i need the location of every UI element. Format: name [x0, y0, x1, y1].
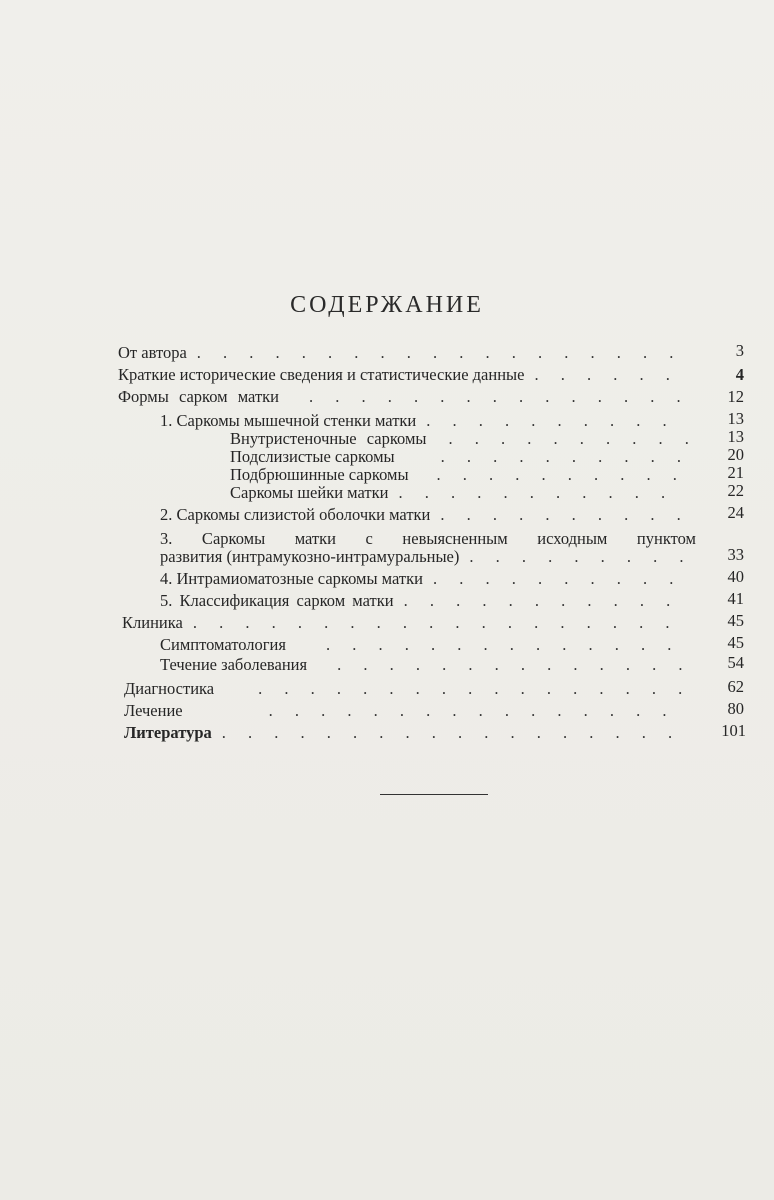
toc-page-number: 101 [721, 721, 746, 740]
toc-entry-diagnostics [124, 678, 696, 700]
toc-page-number: 24 [727, 503, 744, 522]
leader-dots [309, 386, 688, 408]
toc-entry-label: От автора [118, 343, 187, 362]
toc-entry-label: 4. Интрамиоматозные саркомы матки [160, 569, 423, 588]
toc-entry-label: 1. Саркомы мышечной стенки матки [160, 411, 417, 430]
toc-entry-label: Симптоматология [160, 635, 286, 654]
toc-entry-label: Подбрюшинные саркомы [230, 465, 409, 484]
toc-entry-label: Формы сарком матки [118, 387, 279, 406]
toc-entry-classification [160, 590, 696, 612]
toc-entry-course [160, 654, 696, 676]
toc-entry-unclear-origin-line1: 3. Саркомы матки с невыясненным исходным пунктом [160, 529, 696, 548]
leader-dots [326, 634, 688, 656]
toc-page-number: 22 [727, 481, 744, 500]
closing-rule [380, 794, 488, 795]
leader-dots [337, 654, 688, 676]
toc-page-number: 62 [727, 677, 744, 696]
toc-entry-label: Клиника [122, 613, 183, 632]
toc-page-number: 20 [727, 445, 744, 464]
leader-dots [193, 612, 688, 634]
toc-entry-label: Краткие исторические сведения и статистические данные [118, 365, 525, 384]
toc-page-number: 40 [727, 567, 744, 586]
toc-entry-forms [118, 386, 696, 408]
toc-entry-label: Подслизистые саркомы [230, 447, 395, 466]
toc-entry-intramyomatous [160, 568, 696, 590]
leader-dots [404, 590, 688, 612]
leader-dots [433, 568, 688, 590]
toc-entry-unclear-origin [160, 546, 696, 568]
toc-entry-label: Течение заболевания [160, 655, 308, 674]
leader-dots [440, 504, 688, 526]
toc-page-number: 45 [727, 611, 744, 630]
toc-entry-label: развития (интрамукозно-интрамуральные) [160, 547, 460, 566]
toc-entry-label: Лечение [124, 701, 183, 720]
leader-dots [258, 678, 688, 700]
page-title: СОДЕРЖАНИЕ [290, 292, 484, 318]
toc-entry-label: Саркомы шейки матки [230, 483, 389, 502]
leader-dots [269, 700, 688, 722]
toc-entry-literature [124, 722, 696, 744]
toc-page-number: 21 [727, 463, 744, 482]
toc-entry-cervix [230, 482, 696, 504]
toc-page-number: 4 [735, 365, 744, 384]
leader-dots [398, 482, 688, 504]
toc-page-number: 45 [727, 633, 744, 652]
toc-entry-label: 2. Саркомы слизистой оболочки матки [160, 505, 431, 524]
leader-dots [222, 722, 688, 744]
toc-page-number: 13 [727, 427, 744, 446]
toc-entry-label: Диагностика [124, 679, 215, 698]
toc-entry-treatment [124, 700, 696, 722]
toc-entry-label: Литература [124, 723, 212, 742]
toc-page-number: 33 [727, 545, 744, 564]
toc-entry-label: Внутристеночные саркомы [230, 429, 427, 448]
toc-entry-symptoms [160, 634, 696, 656]
toc-entry-mucosa [160, 504, 696, 526]
leader-dots [469, 546, 688, 568]
leader-dots [197, 342, 688, 364]
leader-dots [534, 364, 688, 386]
toc-entry-history [118, 364, 696, 386]
toc-page-number: 13 [727, 409, 744, 428]
toc-page-number: 54 [727, 653, 744, 672]
toc-entry-from-author [118, 342, 696, 364]
toc-entry-label: 5. Классификация сарком матки [160, 591, 394, 610]
toc-page-number: 3 [735, 341, 744, 360]
toc-page-number: 41 [727, 589, 744, 608]
toc-page-number: 80 [727, 699, 744, 718]
toc-page-number: 12 [727, 387, 744, 406]
toc-entry-clinic [122, 612, 696, 634]
